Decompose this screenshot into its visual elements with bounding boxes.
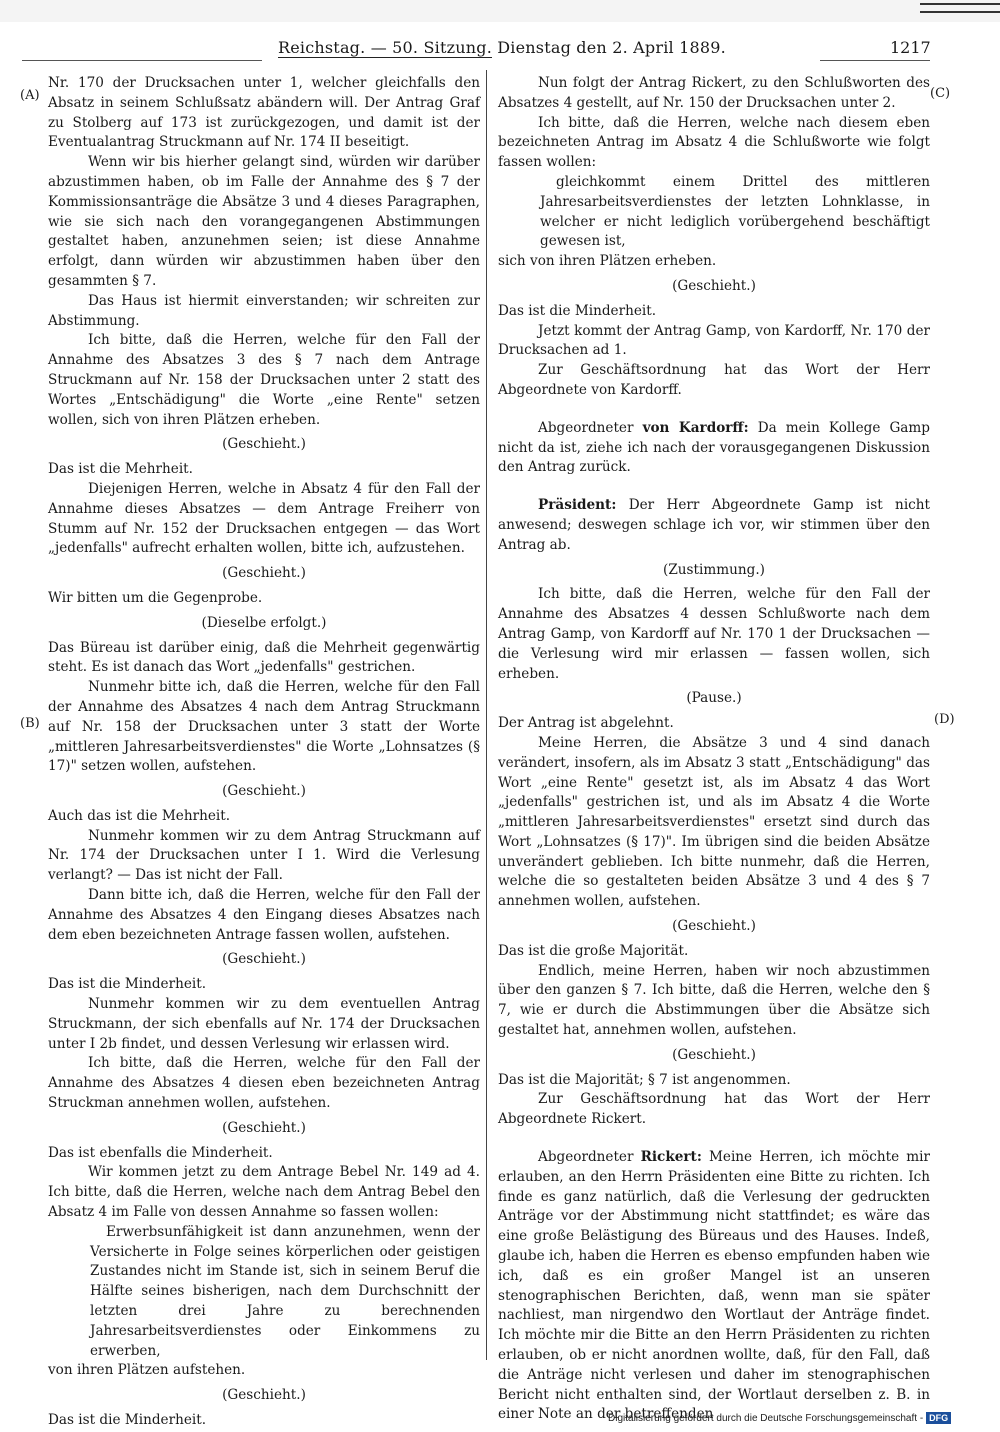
- paragraph: Ich bitte, daß die Herren, welche für den Fall der Annahme des Absatzes 4 dessen Schlußworte nach dem Antrag Gamp, von Kardorff auf Nr. 170 1 der Drucksachen — die Verlesung wird mir erlassen — fassen wollen, sich erheben.: [498, 586, 930, 682]
- paragraph: Endlich, meine Herren, haben wir noch abzustimmen über den ganzen § 7. Ich bitte, daß die Herren, welche den § 7, wie er durch die Abstimmungen über die Absätze sich gestaltet hat, annehmen wollen, aufstehen.: [498, 962, 930, 1039]
- scan-top-band: [0, 0, 1000, 22]
- digitization-footer: [608, 1412, 951, 1424]
- paragraph: Nun folgt der Antrag Rickert, zu den Schlußworten des Absatzes 4 gestellt, auf Nr. 150 der Drucksachen unter 2.: [498, 75, 930, 111]
- paragraph: Wir kommen jetzt zu dem Antrage Bebel Nr. 149 ad 4. Ich bitte, daß die Herren, welche nach dem Antrag Bebel den Absatz 4 im Falle von dessen Annahme so fassen wollen:: [48, 1164, 480, 1221]
- header-rule-right: [820, 60, 930, 61]
- stage-direction: (Geschieht.): [672, 918, 756, 935]
- stage-direction: (Zustimmung.): [663, 561, 765, 578]
- running-title: [278, 38, 726, 57]
- top-double-rule: [920, 3, 1000, 13]
- paragraph: Wenn wir bis hierher gelangt sind, würden wir darüber abzustimmen haben, ob im Falle der Annahme des § 7 der Kommissionsanträge die Absätze 3 und 4 dieses Paragraphen, wie sie sich nach den vorangegangenen Abstimmungen gestaltet haben, anzunehmen seien; ist diese Annahme erfolgt, dann würden wir abzustimmen haben über den gesammten § 7.: [48, 154, 480, 289]
- paragraph: Nunmehr kommen wir zu dem Antrag Struckmann auf Nr. 174 der Drucksachen unter I 1. Wird die Verlesung verlangt? — Das ist nicht der Fall.: [48, 827, 480, 884]
- speaker-name: Präsident:: [538, 497, 617, 514]
- paragraph: Nunmehr kommen wir zu dem eventuellen Antrag Struckmann, der sich ebenfalls auf Nr. 174 der Drucksachen unter I 2b findet, und dessen Verlesung wir erlassen wird.: [48, 996, 480, 1052]
- paragraph: Das ist die Minderheit.: [48, 976, 207, 993]
- stage-direction: (Geschieht.): [672, 1046, 756, 1063]
- stage-direction: (Geschieht.): [222, 951, 306, 968]
- dfg-logo: DFG: [926, 1412, 951, 1424]
- speaker-role: Abgeordneter: [538, 1149, 634, 1166]
- paragraph: Das Büreau ist darüber einig, daß die Mehrheit gegenwärtig steht. Es ist danach das Wort „jedenfalls" gestrichen.: [48, 639, 480, 676]
- left-column: [48, 74, 480, 1431]
- header-rule-left: [22, 60, 262, 61]
- stage-direction: (Pause.): [686, 690, 742, 707]
- paragraph: Meine Herren, die Absätze 3 und 4 sind danach verändert, insofern, als im Absatz 3 statt „Entschädigung" das Wort „eine Rente" gesetzt ist, als im Absatz 4 das Wort „jedenfalls" gestrichen ist, und als im Absatz 4 die Worte „mittleren Jahresarbeitsverdienstes" ersetzt sind durch das Wort „Lohnsatzes (§ 17)". Im übrigen sind die beiden Absätze unverändert geblieben. Ich bitte nunmehr, daß die Herren, welche die so gestalteten beiden Absätze 3 und 4 des § 7 annehmen wollen, aufstehen.: [498, 734, 930, 910]
- right-column: [498, 74, 930, 1425]
- speech-kardorff: [498, 419, 930, 478]
- margin-marker-d: (D): [934, 712, 955, 727]
- running-title-part1: Reichstag. — 50. Sitzung.: [278, 38, 492, 57]
- paragraph: Das ist die Majorität; § 7 ist angenommen.: [498, 1071, 791, 1088]
- paragraph: Wir bitten um die Gegenprobe.: [48, 589, 263, 606]
- paragraph: Ich bitte, daß die Herren, welche für den Fall der Annahme des Absatzes 4 diesen eben bezeichneten Antrag Struckman annehmen wollen, aufstehen.: [48, 1055, 480, 1112]
- stage-direction: (Geschieht.): [222, 565, 306, 582]
- speech-rickert: [498, 1148, 930, 1425]
- stage-direction: (Geschieht.): [222, 1387, 306, 1404]
- paragraph: Das ist die Minderheit.: [48, 1412, 207, 1428]
- speech-text: Der Herr Abgeordnete Gamp ist nicht anwesend; deswegen schlage ich vor, wir stimmen über den Antrag ab.: [498, 497, 930, 553]
- stage-direction: (Geschieht.): [672, 277, 756, 294]
- paragraph: von ihren Plätzen aufstehen.: [48, 1362, 246, 1379]
- paragraph: Das ist die große Majorität.: [498, 942, 689, 959]
- margin-marker-b: (B): [20, 716, 40, 731]
- paragraph: Das ist ebenfalls die Minderheit.: [48, 1144, 273, 1161]
- speaker-name: Rickert:: [640, 1149, 702, 1166]
- stage-direction: (Geschieht.): [222, 436, 306, 453]
- speaker-role: Abgeordneter: [538, 419, 634, 436]
- page-number: 1217: [890, 38, 931, 57]
- paragraph: Zur Geschäftsordnung hat das Wort der Herr Abgeordnete Rickert.: [498, 1091, 930, 1128]
- paragraph: sich von ihren Plätzen erheben.: [498, 253, 717, 270]
- paragraph: Der Antrag ist abgelehnt.: [498, 715, 674, 732]
- paragraph: Nunmehr bitte ich, daß die Herren, welche für den Fall der Annahme des Absatzes 4 nach dem Antrag Struckmann auf Nr. 158 der Drucksachen unter 3 statt der Worte „mittleren Jahresarbeitsverdienstes" die Worte „Lohnsatzes (§ 17)" setzen wollen, aufstehen.: [48, 679, 480, 775]
- paragraph: Dann bitte ich, daß die Herren, welche für den Fall der Annahme des Absatzes 4 den Eingang dieses Absatzes nach dem eben bezeichneten Antrage fassen wollen, aufstehen.: [48, 887, 480, 943]
- speech-text: Meine Herren, ich möchte mir erlauben, an den Herrn Präsidenten eine Bitte zu richten. Ich finde es ganz natürlich, daß die Verlesung der gedruckten Anträge vor der Abstimmung nicht stattfindet; es wäre das eine große Belästigung des Büreaus und des Hauses. Indeß, glaube ich, haben die Herren es ebenso empfunden haben wie ich, daß es ein großer Mangel ist an unseren stenographischen Berichten, daß, wenn man sie später nachliest, man nirgendwo den Wortlaut der Anträge findet. Ich möchte mir die Bitte an den Herrn Präsidenten zu richten erlauben, ob er nicht anordnen wollte, daß, für den Fall, daß die Anträge nicht verlesen und daher im stenographischen Bericht nicht enthalten sind, der Wortlaut derselben z. B. in einer Note an der betreffenden: [498, 1149, 930, 1423]
- column-divider: [486, 70, 487, 1360]
- running-title-part2: Dienstag den 2. April 1889.: [497, 38, 726, 57]
- paragraph: Das ist die Mehrheit.: [48, 461, 193, 478]
- speech-text: Da mein Kollege Gamp nicht da ist, ziehe ich nach der vorausgegangenen Diskussion den Antrag zurück.: [498, 419, 931, 476]
- paragraph: Jetzt kommt der Antrag Gamp, von Kardorff, Nr. 170 der Drucksachen ad 1.: [498, 322, 930, 359]
- paragraph: Das Haus ist hiermit einverstanden; wir schreiten zur Abstimmung.: [48, 292, 480, 329]
- paragraph: Zur Geschäftsordnung hat das Wort der Herr Abgeordnete von Kardorff.: [498, 362, 930, 398]
- footer-credit: Digitalisierung gefördert durch die Deutsche Forschungsgemeinschaft -: [608, 1413, 924, 1424]
- speech-president: [498, 496, 930, 555]
- stage-direction: (Geschieht.): [222, 783, 306, 800]
- paragraph: Ich bitte, daß die Herren, welche für den Fall der Annahme des Absatzes 3 des § 7 nach dem Antrage Struckmann auf Nr. 158 der Drucksachen unter 2 statt des Wortes „Entschädigung" die Worte „eine Rente" setzen wollen, sich von ihren Plätzen erheben.: [48, 332, 480, 428]
- stage-direction: (Dieselbe erfolgt.): [201, 614, 327, 631]
- paragraph: Auch das ist die Mehrheit.: [48, 807, 231, 824]
- margin-marker-c: (C): [930, 86, 951, 101]
- margin-marker-a: (A): [20, 88, 40, 103]
- paragraph: Nr. 170 der Drucksachen unter 1, welcher gleichfalls den Absatz in seinem Schlußsatz abändern will. Der Antrag Graf zu Stolberg auf 173 ist zurückgezogen, und damit ist der Eventualantrag Struckmann auf Nr. 174 II beseitigt.: [48, 75, 480, 151]
- quoted-motion: gleichkommt einem Drittel des mittleren Jahresarbeitsverdienstes der letzten Lohnklasse, in welcher er nicht lediglich vorübergehend beschäftigt gewesen ist,: [540, 173, 930, 250]
- paragraph: Diejenigen Herren, welche in Absatz 4 für den Fall der Annahme dieses Absatzes — dem Antrage Freiherr von Stumm auf Nr. 152 der Drucksachen entgegen — das Wort „jedenfalls" aufrecht erhalten wollen, bitte ich, aufzustehen.: [48, 480, 480, 557]
- stage-direction: (Geschieht.): [222, 1119, 306, 1136]
- paragraph: Ich bitte, daß die Herren, welche nach diesem eben bezeichneten Antrag im Absatz 4 die Schlußworte wie folgt fassen wollen:: [498, 114, 930, 171]
- speaker-name: von Kardorff:: [642, 419, 749, 436]
- paragraph: Das ist die Minderheit.: [498, 302, 657, 319]
- page-header: [0, 38, 1000, 64]
- quoted-motion: Erwerbsunfähigkeit ist dann anzunehmen, wenn der Versicherte in Folge seines körperlichen oder geistigen Zustandes nicht im Stande ist, sich in seinem Beruf die Hälfte seines bisherigen, nach dem Durchschnitt der letzten drei Jahre zu berechnenden Jahresarbeitsverdienstes oder Einkommens zu erwerben,: [90, 1223, 480, 1359]
